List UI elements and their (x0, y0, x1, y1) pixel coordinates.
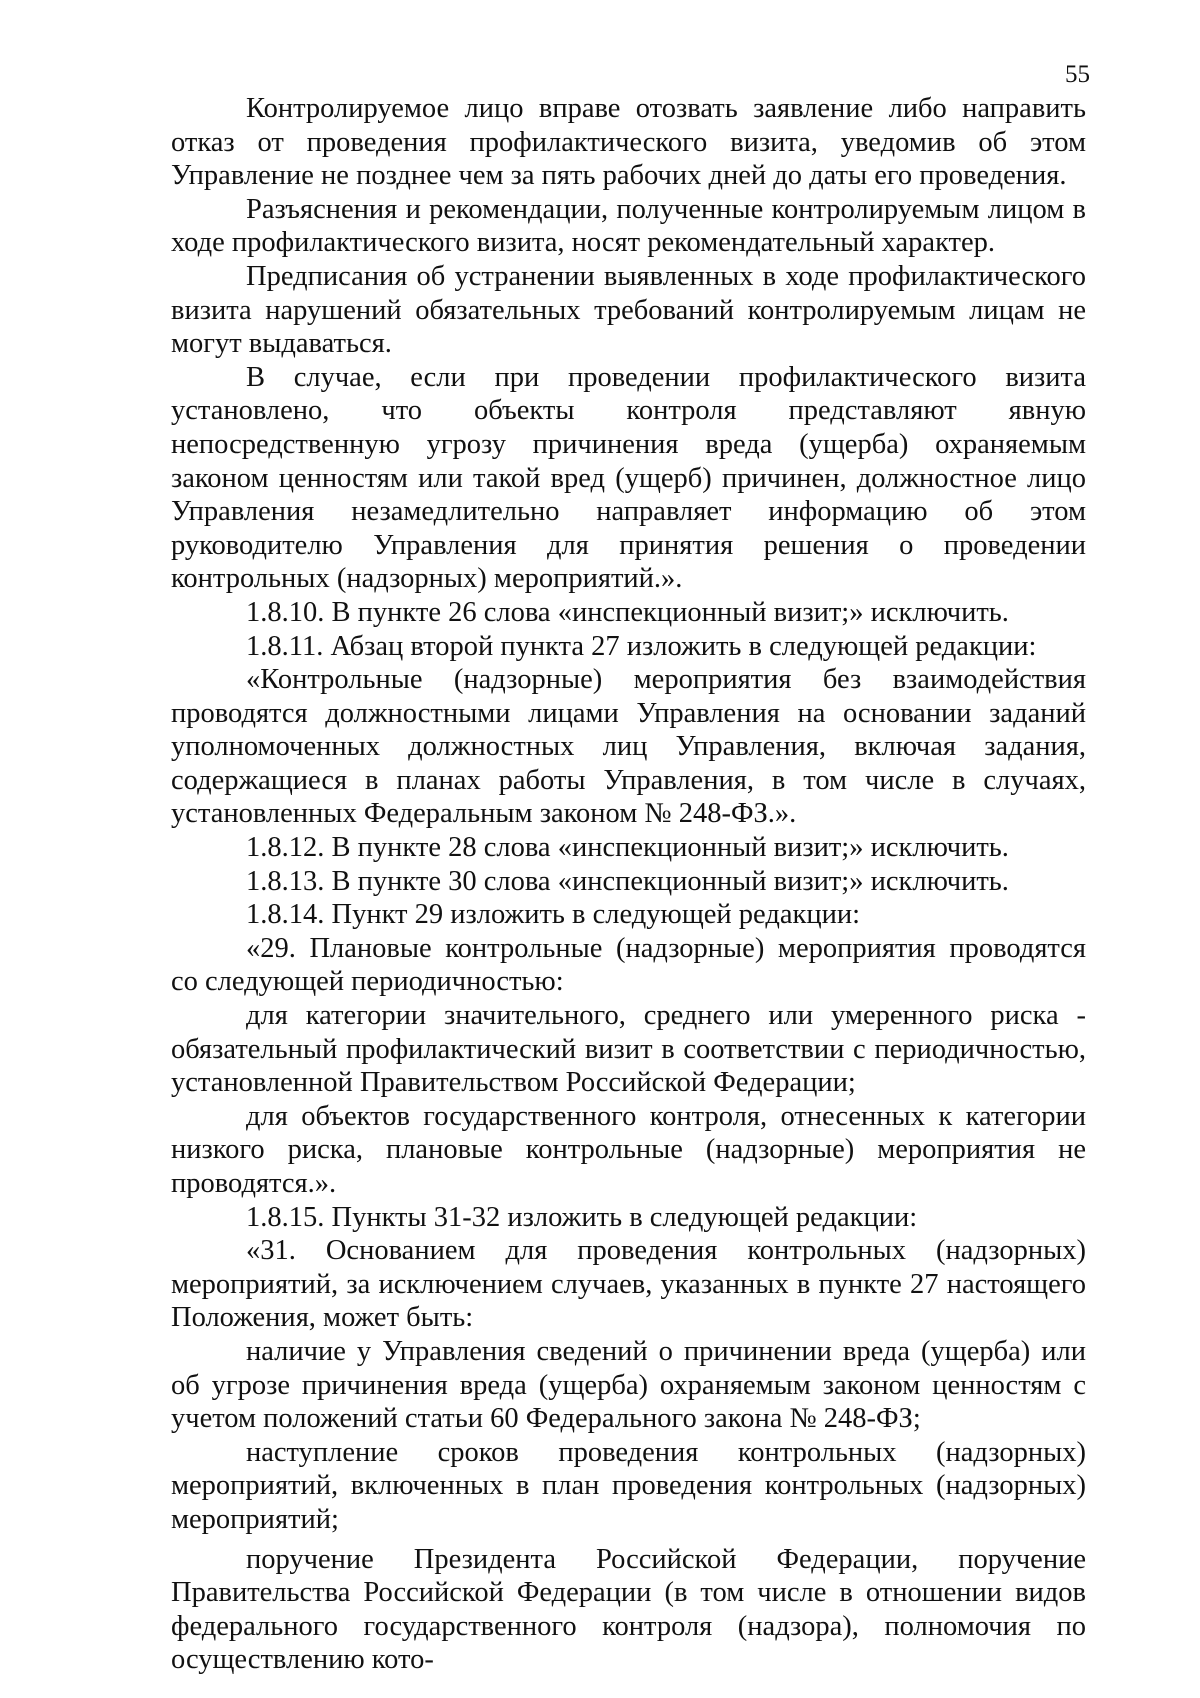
paragraph: «29. Плановые контрольные (надзорные) мероприятия проводятся со следующей периодичностью: (171, 932, 1086, 998)
paragraph: 1.8.11. Абзац второй пункта 27 изложить в следующей редакции: (246, 630, 1037, 662)
document-body (171, 92, 1086, 1677)
paragraph: 1.8.12. В пункте 28 слова «инспекционный визит;» исключить. (246, 832, 1009, 864)
paragraph: «Контрольные (надзорные) мероприятия без взаимодействия проводятся должностными лицами Управления на основании заданий уполномоченных должностных лиц Управления, включая задания, содержащиеся в планах работы Управления, в том числе в случаях, установленных Федеральным законом № 248-ФЗ.». (171, 664, 1086, 830)
paragraph: 1.8.13. В пункте 30 слова «инспекционный визит;» исключить. (246, 865, 1009, 897)
paragraph: 1.8.15. Пункты 31-32 изложить в следующей редакции: (246, 1201, 918, 1233)
paragraph: Контролируемое лицо вправе отозвать заявление либо направить отказ от проведения профилактического визита, уведомив об этом Управление не позднее чем за пять рабочих дней до даты его проведения. (171, 93, 1086, 192)
paragraph: для категории значительного, среднего или умеренного риска - обязательный профилактический визит в соответствии с периодичностью, установленной Правительством Российской Федерации; (171, 1000, 1086, 1099)
paragraph: 1.8.10. В пункте 26 слова «инспекционный визит;» исключить. (246, 596, 1009, 628)
paragraph: В случае, если при проведении профилактического визита установлено, что объекты контроля представляют явную непосредственную угрозу причинения вреда (ущерба) охраняемым законом ценностям или такой вред (ущерб) причинен, должностное лицо Управления незамедлительно направляет информацию об этом руководителю Управления для принятия решения о проведении контрольных (надзорных) мероприятий.». (171, 361, 1086, 595)
paragraph: наличие у Управления сведений о причинении вреда (ущерба) или об угрозе причинения вреда (ущерба) охраняемым законом ценностям с учетом положений статьи 60 Федерального закона № 248-ФЗ; (171, 1335, 1086, 1435)
paragraph: наступление сроков проведения контрольных (надзорных) мероприятий, включенных в план проведения контрольных (надзорных) мероприятий; (171, 1436, 1086, 1535)
paragraph: «31. Основанием для проведения контрольных (надзорных) мероприятий, за исключением случаев, указанных в пункте 27 настоящего Положения, может быть: (171, 1235, 1086, 1334)
paragraph: Предписания об устранении выявленных в ходе профилактического визита нарушений обязательных требований контролируемым лицам не могут выдаваться. (171, 260, 1086, 360)
page-number: 55 (1065, 61, 1090, 88)
paragraph: 1.8.14. Пункт 29 изложить в следующей редакции: (246, 899, 860, 931)
paragraph: для объектов государственного контроля, отнесенных к категории низкого риска, плановые контрольные (надзорные) мероприятия не проводятся.». (171, 1100, 1086, 1199)
paragraph: Разъяснения и рекомендации, полученные контролируемым лицом в ходе профилактического визита, носят рекомендательный характер. (171, 193, 1086, 259)
paragraph: поручение Президента Российской Федерации, поручение Правительства Российской Федерации (в том числе в отношении видов федерального государственного контроля (надзора), полномочия по осуществлению кото- (171, 1543, 1086, 1676)
